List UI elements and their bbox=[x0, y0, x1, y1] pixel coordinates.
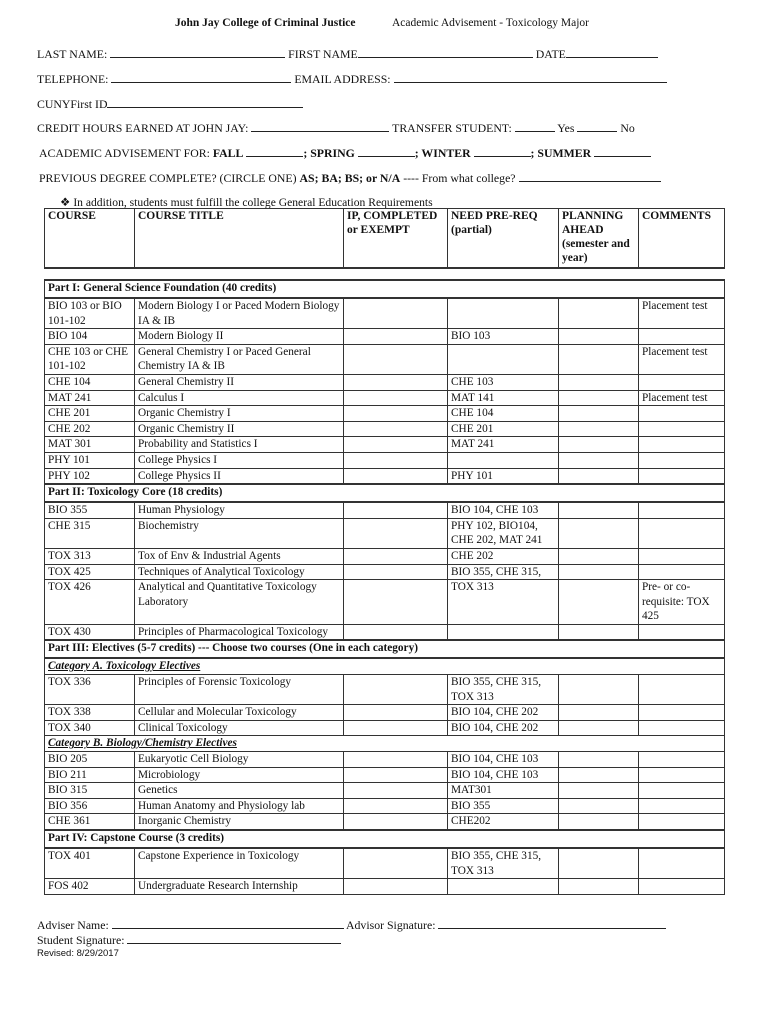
degree-options[interactable]: AS; BA; BS; or N/A bbox=[299, 171, 401, 185]
winter-field[interactable] bbox=[474, 145, 531, 157]
comment-cell bbox=[639, 675, 725, 705]
from-college-field[interactable] bbox=[519, 170, 661, 182]
course-title: General Chemistry II bbox=[135, 374, 344, 390]
header-comments: COMMENTS bbox=[639, 209, 725, 269]
prereq-cell bbox=[448, 452, 559, 468]
course-title: Inorganic Chemistry bbox=[135, 814, 344, 830]
planning-cell[interactable] bbox=[559, 814, 639, 830]
prereq-cell bbox=[448, 879, 559, 895]
course-title: Organic Chemistry II bbox=[135, 421, 344, 437]
student-signature-row bbox=[37, 932, 341, 948]
course-title: Undergraduate Research Internship bbox=[135, 879, 344, 895]
course-title: Cellular and Molecular Toxicology bbox=[135, 705, 344, 721]
course-title: Analytical and Quantitative Toxicology Laboratory bbox=[135, 580, 344, 625]
table-row bbox=[45, 406, 725, 422]
prereq-cell: MAT 241 bbox=[448, 437, 559, 453]
course-code: BIO 315 bbox=[45, 783, 135, 799]
comment-cell bbox=[639, 798, 725, 814]
prereq-cell: BIO 104, CHE 202 bbox=[448, 705, 559, 721]
planning-cell[interactable] bbox=[559, 675, 639, 705]
table-row bbox=[45, 720, 725, 736]
prereq-cell bbox=[448, 344, 559, 374]
status-cell[interactable] bbox=[344, 468, 448, 484]
prereq-cell: CHE 104 bbox=[448, 406, 559, 422]
last-name-field[interactable] bbox=[110, 46, 285, 58]
table-row bbox=[45, 767, 725, 783]
spring-label: ; SPRING bbox=[303, 146, 355, 160]
table-row bbox=[45, 783, 725, 799]
email-field[interactable] bbox=[394, 71, 667, 83]
status-cell[interactable] bbox=[344, 374, 448, 390]
cunyfirst-row bbox=[37, 96, 303, 112]
planning-cell[interactable] bbox=[559, 848, 639, 879]
status-cell[interactable] bbox=[344, 406, 448, 422]
student-signature-field[interactable] bbox=[127, 932, 341, 944]
planning-cell[interactable] bbox=[559, 752, 639, 768]
summer-field[interactable] bbox=[594, 145, 651, 157]
comment-cell bbox=[639, 406, 725, 422]
status-cell[interactable] bbox=[344, 564, 448, 580]
table-row bbox=[45, 421, 725, 437]
from-college-label: ---- From what college? bbox=[403, 171, 516, 185]
status-cell[interactable] bbox=[344, 580, 448, 625]
part-heading bbox=[45, 830, 725, 848]
prereq-cell: CHE 202 bbox=[448, 548, 559, 564]
prereq-cell: BIO 355 bbox=[448, 798, 559, 814]
course-code: TOX 338 bbox=[45, 705, 135, 721]
course-code: MAT 301 bbox=[45, 437, 135, 453]
comment-cell bbox=[639, 564, 725, 580]
advisement-label: ACADEMIC ADVISEMENT FOR: bbox=[39, 146, 210, 160]
course-table-body bbox=[45, 268, 725, 894]
comment-cell: Placement test bbox=[639, 390, 725, 406]
course-code: CHE 202 bbox=[45, 421, 135, 437]
prereq-cell bbox=[448, 624, 559, 640]
status-cell[interactable] bbox=[344, 344, 448, 374]
yes-label: Yes bbox=[557, 121, 575, 135]
credits-row bbox=[37, 120, 635, 136]
gen-ed-text: In addition, students must fulfill the college General Education Requirements bbox=[73, 196, 433, 209]
prereq-cell: CHE202 bbox=[448, 814, 559, 830]
transfer-no-field[interactable] bbox=[577, 120, 617, 132]
course-code: CHE 201 bbox=[45, 406, 135, 422]
prereq-cell: BIO 355, CHE 315, bbox=[448, 564, 559, 580]
status-cell[interactable] bbox=[344, 814, 448, 830]
spacer-cell bbox=[45, 268, 725, 280]
comment-cell bbox=[639, 518, 725, 548]
planning-cell[interactable] bbox=[559, 452, 639, 468]
transfer-yes-field[interactable] bbox=[515, 120, 555, 132]
course-title: Microbiology bbox=[135, 767, 344, 783]
status-cell[interactable] bbox=[344, 848, 448, 879]
table-row bbox=[45, 548, 725, 564]
date-field[interactable] bbox=[566, 46, 658, 58]
comment-cell bbox=[639, 720, 725, 736]
course-code: BIO 103 or BIO 101-102 bbox=[45, 298, 135, 329]
status-cell[interactable] bbox=[344, 329, 448, 345]
course-title: Human Anatomy and Physiology lab bbox=[135, 798, 344, 814]
cunyfirst-label: CUNYFirst ID bbox=[37, 97, 108, 111]
prereq-cell: PHY 102, BIO104, CHE 202, MAT 241 bbox=[448, 518, 559, 548]
course-title: Biochemistry bbox=[135, 518, 344, 548]
prereq-cell: BIO 104, CHE 103 bbox=[448, 502, 559, 518]
header-planning: PLANNING AHEAD (semester and year) bbox=[559, 209, 639, 269]
table-row bbox=[45, 814, 725, 830]
course-code: BIO 211 bbox=[45, 767, 135, 783]
table-row bbox=[45, 580, 725, 625]
course-code: BIO 205 bbox=[45, 752, 135, 768]
bullet-icon: ❖ bbox=[60, 196, 71, 209]
table-row bbox=[45, 564, 725, 580]
status-cell[interactable] bbox=[344, 705, 448, 721]
summer-label: ; SUMMER bbox=[530, 146, 592, 160]
comment-cell bbox=[639, 767, 725, 783]
course-code: TOX 426 bbox=[45, 580, 135, 625]
table-row bbox=[45, 752, 725, 768]
status-cell[interactable] bbox=[344, 452, 448, 468]
course-title: Genetics bbox=[135, 783, 344, 799]
comment-cell: Pre- or co-requisite: TOX 425 bbox=[639, 580, 725, 625]
table-row bbox=[45, 468, 725, 484]
course-title: Tox of Env & Industrial Agents bbox=[135, 548, 344, 564]
prereq-cell: MAT301 bbox=[448, 783, 559, 799]
header-title: COURSE TITLE bbox=[135, 209, 344, 269]
course-title: Organic Chemistry I bbox=[135, 406, 344, 422]
course-code: TOX 313 bbox=[45, 548, 135, 564]
contact-row bbox=[37, 71, 667, 87]
prereq-cell: BIO 355, CHE 315, TOX 313 bbox=[448, 848, 559, 879]
planning-cell[interactable] bbox=[559, 705, 639, 721]
category-heading bbox=[45, 736, 725, 752]
course-title: College Physics I bbox=[135, 452, 344, 468]
status-cell[interactable] bbox=[344, 548, 448, 564]
previous-degree-label: PREVIOUS DEGREE COMPLETE? (CIRCLE ONE) bbox=[39, 171, 297, 185]
prereq-cell: CHE 103 bbox=[448, 374, 559, 390]
comment-cell bbox=[639, 502, 725, 518]
planning-cell[interactable] bbox=[559, 329, 639, 345]
course-title: Capstone Experience in Toxicology bbox=[135, 848, 344, 879]
date-label: DATE bbox=[535, 47, 566, 61]
planning-cell[interactable] bbox=[559, 374, 639, 390]
comment-cell bbox=[639, 705, 725, 721]
prereq-cell: CHE 201 bbox=[448, 421, 559, 437]
winter-label: ; WINTER bbox=[414, 146, 471, 160]
course-code: CHE 361 bbox=[45, 814, 135, 830]
comment-cell bbox=[639, 814, 725, 830]
course-code: TOX 401 bbox=[45, 848, 135, 879]
course-title: College Physics II bbox=[135, 468, 344, 484]
comment-cell bbox=[639, 452, 725, 468]
comment-cell bbox=[639, 879, 725, 895]
course-code: BIO 104 bbox=[45, 329, 135, 345]
planning-cell[interactable] bbox=[559, 580, 639, 625]
telephone-label: TELEPHONE: bbox=[37, 72, 109, 86]
table-row bbox=[45, 452, 725, 468]
course-code: PHY 102 bbox=[45, 468, 135, 484]
course-code: PHY 101 bbox=[45, 452, 135, 468]
course-title: General Chemistry I or Paced General Chemistry IA & IB bbox=[135, 344, 344, 374]
table-row bbox=[45, 390, 725, 406]
category-heading bbox=[45, 658, 725, 674]
spring-field[interactable] bbox=[358, 145, 415, 157]
planning-cell[interactable] bbox=[559, 548, 639, 564]
table-row bbox=[45, 705, 725, 721]
header-prereq: NEED PRE-REQ (partial) bbox=[448, 209, 559, 269]
planning-cell[interactable] bbox=[559, 767, 639, 783]
last-name-label: LAST NAME: bbox=[37, 47, 108, 61]
no-label: No bbox=[620, 121, 635, 135]
prereq-cell bbox=[448, 298, 559, 329]
table-row bbox=[45, 437, 725, 453]
part-heading bbox=[45, 280, 725, 298]
prereq-cell: BIO 355, CHE 315, TOX 313 bbox=[448, 675, 559, 705]
comment-cell bbox=[639, 421, 725, 437]
cunyfirst-field[interactable] bbox=[107, 96, 303, 108]
course-code: TOX 340 bbox=[45, 720, 135, 736]
comment-cell: Placement test bbox=[639, 344, 725, 374]
first-name-label: FIRST NAME bbox=[288, 47, 358, 61]
planning-cell[interactable] bbox=[559, 624, 639, 640]
adviser-name-field[interactable] bbox=[112, 917, 344, 929]
part-heading-title: Part I: General Science Foundation (40 credits) bbox=[45, 280, 725, 298]
table-row bbox=[45, 298, 725, 329]
comment-cell bbox=[639, 374, 725, 390]
category-heading-title: Category A. Toxicology Electives bbox=[45, 658, 725, 674]
course-title: Calculus I bbox=[135, 390, 344, 406]
comment-cell bbox=[639, 624, 725, 640]
prereq-cell: PHY 101 bbox=[448, 468, 559, 484]
course-title: Modern Biology I or Paced Modern Biology IA & IB bbox=[135, 298, 344, 329]
status-cell[interactable] bbox=[344, 437, 448, 453]
table-row bbox=[45, 329, 725, 345]
table-row bbox=[45, 624, 725, 640]
part-heading bbox=[45, 640, 725, 658]
course-code: TOX 336 bbox=[45, 675, 135, 705]
email-label: EMAIL ADDRESS: bbox=[294, 72, 391, 86]
credit-hours-label: CREDIT HOURS EARNED AT JOHN JAY: bbox=[37, 121, 249, 135]
status-cell[interactable] bbox=[344, 752, 448, 768]
planning-cell[interactable] bbox=[559, 468, 639, 484]
comment-cell bbox=[639, 548, 725, 564]
name-row bbox=[37, 46, 658, 62]
comment-cell: Placement test bbox=[639, 298, 725, 329]
planning-cell[interactable] bbox=[559, 406, 639, 422]
fall-field[interactable] bbox=[246, 145, 303, 157]
planning-cell[interactable] bbox=[559, 879, 639, 895]
status-cell[interactable] bbox=[344, 502, 448, 518]
table-row bbox=[45, 798, 725, 814]
planning-cell[interactable] bbox=[559, 298, 639, 329]
transfer-label: TRANSFER STUDENT: bbox=[392, 121, 512, 135]
status-cell[interactable] bbox=[344, 879, 448, 895]
prereq-cell: BIO 104, CHE 202 bbox=[448, 720, 559, 736]
section-spacer bbox=[45, 268, 725, 280]
course-title: Modern Biology II bbox=[135, 329, 344, 345]
course-title: Human Physiology bbox=[135, 502, 344, 518]
table-row bbox=[45, 675, 725, 705]
status-cell[interactable] bbox=[344, 798, 448, 814]
table-row bbox=[45, 344, 725, 374]
course-title: Principles of Pharmacological Toxicology bbox=[135, 624, 344, 640]
status-cell[interactable] bbox=[344, 783, 448, 799]
comment-cell bbox=[639, 437, 725, 453]
comment-cell bbox=[639, 468, 725, 484]
header-course: COURSE bbox=[45, 209, 135, 269]
student-signature-label: Student Signature: bbox=[37, 933, 125, 947]
prereq-cell: BIO 104, CHE 103 bbox=[448, 752, 559, 768]
advisor-signature-field[interactable] bbox=[438, 917, 666, 929]
first-name-field[interactable] bbox=[358, 46, 533, 58]
planning-cell[interactable] bbox=[559, 344, 639, 374]
adviser-name-label: Adviser Name: bbox=[37, 918, 109, 932]
comment-cell bbox=[639, 848, 725, 879]
table-row bbox=[45, 879, 725, 895]
course-code: TOX 430 bbox=[45, 624, 135, 640]
course-code: BIO 355 bbox=[45, 502, 135, 518]
course-code: CHE 315 bbox=[45, 518, 135, 548]
table-row bbox=[45, 848, 725, 879]
status-cell[interactable] bbox=[344, 675, 448, 705]
table-header-row bbox=[45, 209, 725, 269]
gen-ed-note bbox=[60, 195, 433, 209]
planning-cell[interactable] bbox=[559, 421, 639, 437]
planning-cell[interactable] bbox=[559, 798, 639, 814]
status-cell[interactable] bbox=[344, 421, 448, 437]
course-code: FOS 402 bbox=[45, 879, 135, 895]
status-cell[interactable] bbox=[344, 624, 448, 640]
status-cell[interactable] bbox=[344, 720, 448, 736]
credit-hours-field[interactable] bbox=[251, 120, 389, 132]
course-title: Eukaryotic Cell Biology bbox=[135, 752, 344, 768]
advisement-row bbox=[39, 145, 651, 161]
part-heading-title: Part IV: Capstone Course (3 credits) bbox=[45, 830, 725, 848]
course-code: BIO 356 bbox=[45, 798, 135, 814]
table-row bbox=[45, 518, 725, 548]
status-cell[interactable] bbox=[344, 298, 448, 329]
status-cell[interactable] bbox=[344, 390, 448, 406]
previous-degree-row bbox=[39, 170, 661, 186]
form-title: Academic Advisement - Toxicology Major bbox=[392, 17, 589, 29]
planning-cell[interactable] bbox=[559, 720, 639, 736]
planning-cell[interactable] bbox=[559, 502, 639, 518]
part-heading bbox=[45, 484, 725, 502]
revised-date: Revised: 8/29/2017 bbox=[37, 948, 119, 959]
planning-cell[interactable] bbox=[559, 783, 639, 799]
part-heading-title: Part III: Electives (5-7 credits) --- Choose two courses (One in each category) bbox=[45, 640, 725, 658]
table-row bbox=[45, 374, 725, 390]
course-code: TOX 425 bbox=[45, 564, 135, 580]
course-title: Principles of Forensic Toxicology bbox=[135, 675, 344, 705]
course-title: Techniques of Analytical Toxicology bbox=[135, 564, 344, 580]
course-code: CHE 103 or CHE 101-102 bbox=[45, 344, 135, 374]
status-cell[interactable] bbox=[344, 518, 448, 548]
comment-cell bbox=[639, 752, 725, 768]
prereq-cell: BIO 103 bbox=[448, 329, 559, 345]
course-table bbox=[44, 208, 725, 895]
prereq-cell: MAT 141 bbox=[448, 390, 559, 406]
comment-cell bbox=[639, 783, 725, 799]
status-cell[interactable] bbox=[344, 767, 448, 783]
prereq-cell: TOX 313 bbox=[448, 580, 559, 625]
adviser-row bbox=[37, 917, 666, 933]
college-name: John Jay College of Criminal Justice bbox=[175, 17, 356, 29]
planning-cell[interactable] bbox=[559, 390, 639, 406]
part-heading-title: Part II: Toxicology Core (18 credits) bbox=[45, 484, 725, 502]
table-row bbox=[45, 502, 725, 518]
comment-cell bbox=[639, 329, 725, 345]
course-title: Clinical Toxicology bbox=[135, 720, 344, 736]
advisor-signature-label: Advisor Signature: bbox=[346, 918, 436, 932]
planning-cell[interactable] bbox=[559, 437, 639, 453]
planning-cell[interactable] bbox=[559, 518, 639, 548]
prereq-cell: BIO 104, CHE 103 bbox=[448, 767, 559, 783]
course-code: CHE 104 bbox=[45, 374, 135, 390]
header-status: IP, COMPLETED or EXEMPT bbox=[344, 209, 448, 269]
course-title: Probability and Statistics I bbox=[135, 437, 344, 453]
planning-cell[interactable] bbox=[559, 564, 639, 580]
fall-label: FALL bbox=[212, 146, 244, 160]
telephone-field[interactable] bbox=[111, 71, 291, 83]
category-heading-title: Category B. Biology/Chemistry Electives bbox=[45, 736, 725, 752]
course-code: MAT 241 bbox=[45, 390, 135, 406]
